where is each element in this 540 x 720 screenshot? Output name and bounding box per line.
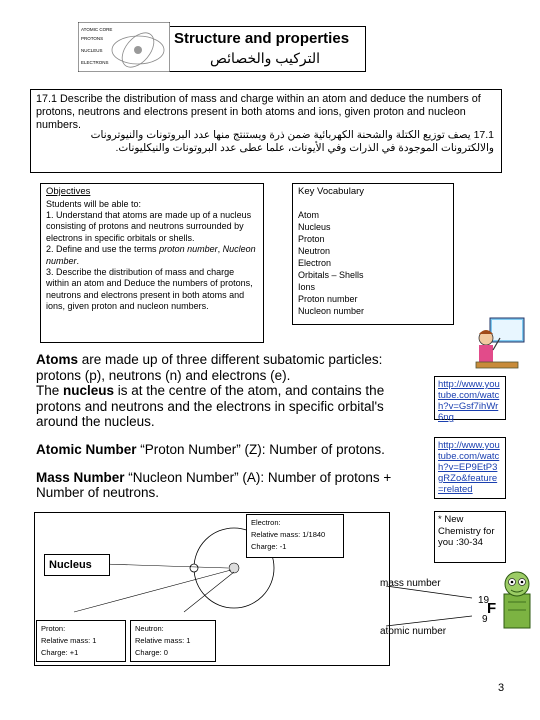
element-symbol: F — [487, 600, 497, 617]
vocabulary-list — [298, 209, 364, 317]
vocab-item: Atom — [298, 210, 320, 220]
chemistry-reference: * New Chemistry for you :30-34 — [434, 511, 506, 563]
atom-thumbnail — [78, 22, 170, 72]
atomic-number-value: 9 — [482, 614, 488, 625]
objective-item: 1. Understand that atoms are made up of a nucleus consisting of protons and neutrons surrounded by electrons in specific orbitals or shells. — [46, 210, 252, 243]
objectives-list — [46, 210, 258, 313]
atomic-number-label: atomic number — [380, 626, 447, 637]
vocab-item: Proton — [298, 234, 325, 244]
neutron-callout: Neutron: Relative mass: 1 Charge: 0 — [130, 620, 216, 662]
youtube-link-2[interactable]: http://www.youtube.com/watch?v=EP9EtP3gRZo&feature=related — [434, 437, 506, 499]
teacher-clipart-icon — [470, 312, 534, 376]
proton-callout: Proton: Relative mass: 1 Charge: +1 — [36, 620, 126, 662]
nucleus-label: Nucleus — [44, 554, 110, 576]
vocab-item: Orbitals – Shells — [298, 270, 364, 280]
vocab-item: Neutron — [298, 246, 331, 256]
statement-english: 17.1 Describe the distribution of mass and charge within an atom and deduce the numbers of protons, neutrons and electrons present in both atoms and ions, given proton and nucleon numbers. — [36, 93, 481, 131]
atomic-number-paragraph: Atomic Number “Proton Number” (Z): Number of protons. — [36, 441, 385, 457]
vocab-item: Nucleon number — [298, 306, 365, 316]
electron-callout: Electron: Relative mass: 1/1840 Charge: -1 — [246, 514, 344, 558]
mass-number-value: 19 — [478, 595, 490, 606]
objective-item: 3. Describe the distribution of mass and charge within an atom and Deduce the numbers of protons, neutrons and electrons present in both atoms and ions, given proton and nucleon numbers. — [46, 267, 253, 312]
thumb-label: ATOMIC CORE — [81, 27, 113, 32]
vocab-item: Nucleus — [298, 222, 331, 232]
vocabulary-title: Key Vocabulary — [298, 186, 365, 197]
mass-number-paragraph: Mass Number “Nucleon Number” (A): Number of protons + Number of neutrons. — [36, 469, 392, 501]
bookworm-clipart-icon — [496, 564, 538, 634]
vocab-item: Proton number — [298, 294, 358, 304]
mass-number-label: mass number — [380, 578, 441, 589]
thumb-label: NUCLEUS — [81, 48, 103, 53]
main-text — [36, 352, 420, 513]
page-title: Structure and properties — [174, 30, 350, 47]
statement-arabic: 17.1 يصف توزيع الكتلة والشحنة الكهربائية ضمن ذرة ويستنتج منها عدد البروتونات والنيوترونات والالكترونات الموجودة في الذرات وفي الأيونات، علما عطى عدد البروتونات والنيكليونات. — [90, 129, 494, 154]
objectives-title: Objectives — [46, 186, 91, 197]
page-number: 3 — [498, 682, 505, 694]
nucleus-dot — [229, 563, 239, 573]
thumb-label: ELECTRONS — [81, 60, 109, 65]
objective-item: 2. Define and use the terms proton number, Nucleon number. — [46, 244, 256, 266]
objectives-intro: Students will be able to: — [46, 199, 142, 209]
page-title-arabic: التركيب والخصائص — [210, 50, 321, 66]
vocab-item: Electron — [298, 258, 332, 268]
notation-arrows — [376, 586, 496, 636]
electron-dot — [190, 564, 198, 572]
vocab-item: Ions — [298, 282, 316, 292]
atoms-paragraph: Atoms are made up of three different subatomic particles: protons (p), neutrons (n) and electrons (e). The nucleus is at the centre of the atom, and contains the protons and neutrons and the electrons in specific orbital's around the nucleus. — [36, 352, 385, 430]
thumb-label: PROTONS — [81, 36, 104, 41]
youtube-link-1[interactable]: http://www.youtube.com/watch?v=Gsf7ihWr6ng — [434, 376, 506, 420]
